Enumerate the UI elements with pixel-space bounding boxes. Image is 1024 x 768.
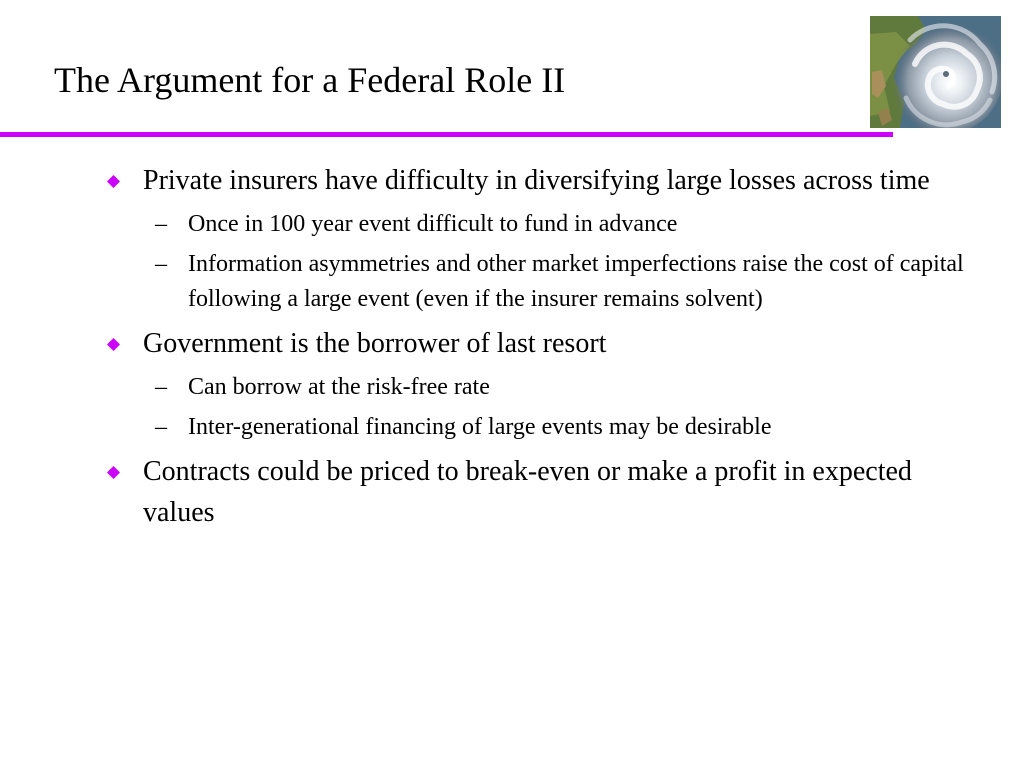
diamond-bullet-icon (107, 338, 120, 351)
sub-bullet-text: Can borrow at the risk-free rate (188, 374, 490, 400)
dash-marker: – (155, 251, 167, 277)
hurricane-satellite-image (870, 16, 1001, 128)
bullet-item (105, 451, 965, 533)
sub-bullet-item (143, 207, 965, 242)
bullet-list (105, 160, 965, 539)
bullet-item (105, 160, 965, 201)
sub-bullet-list (105, 207, 965, 317)
bullet-text: Private insurers have difficulty in diversifying large losses across time (143, 165, 930, 196)
sub-bullet-text: Information asymmetries and other market imperfections raise the cost of capital following a large event (even if the insurer remains solvent) (188, 251, 964, 312)
dash-marker: – (155, 211, 167, 237)
diamond-bullet-icon (107, 175, 120, 188)
sub-bullet-text: Once in 100 year event difficult to fund in advance (188, 211, 678, 237)
slide-title: The Argument for a Federal Role II (54, 60, 566, 100)
bullet-text: Contracts could be priced to break-even or make a profit in expected values (143, 456, 912, 528)
dash-marker: – (155, 414, 167, 440)
title-underline (0, 132, 893, 137)
sub-bullet-item (143, 370, 965, 405)
sub-bullet-item (143, 410, 965, 445)
bullet-item (105, 323, 965, 364)
sub-bullet-text: Inter-generational financing of large events may be desirable (188, 414, 772, 440)
bullet-text: Government is the borrower of last resort (143, 328, 607, 359)
dash-marker: – (155, 374, 167, 400)
sub-bullet-list (105, 370, 965, 445)
sub-bullet-item (143, 247, 965, 317)
diamond-bullet-icon (107, 466, 120, 479)
